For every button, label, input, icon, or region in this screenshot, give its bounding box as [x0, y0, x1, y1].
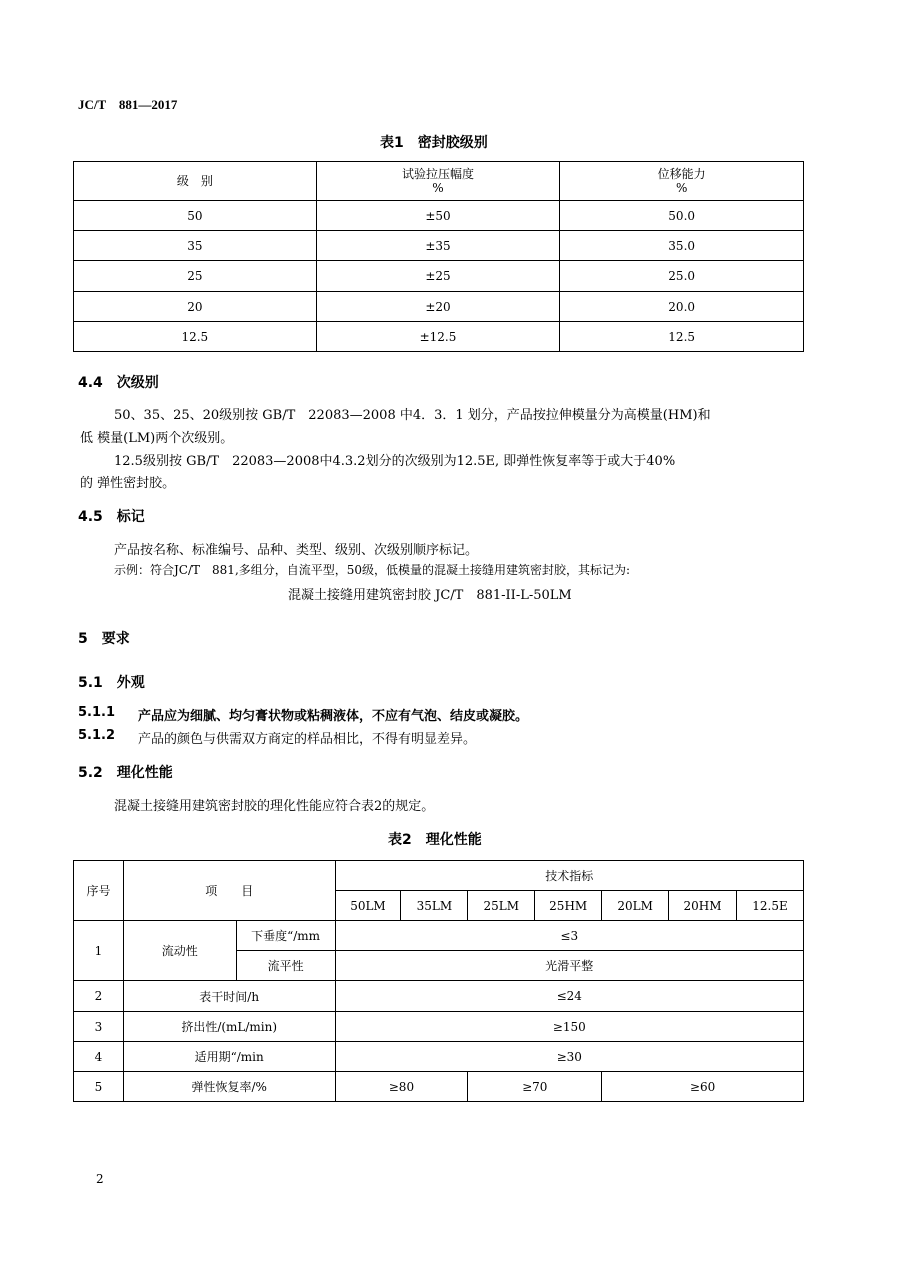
- table1-cell: ±35: [316, 231, 560, 261]
- table2-item: 适用期“/min: [123, 1042, 335, 1072]
- table1-cell: 20: [74, 292, 317, 322]
- table2-seq: 5: [74, 1072, 124, 1102]
- table2-header-tech: 技术指标: [335, 861, 804, 891]
- table1-cell: ±50: [316, 201, 560, 231]
- table2-value: ≥150: [335, 1012, 804, 1042]
- table2-value: 光滑平整: [335, 951, 804, 981]
- table-row: [74, 261, 804, 292]
- section-5-1-heading: 5.1 外观: [78, 675, 145, 691]
- table1-header-amplitude: 试验拉压幅度 %: [316, 162, 560, 201]
- table2-grade: 25HM: [535, 891, 602, 921]
- table-row: [74, 322, 804, 352]
- section-4-5-example: 混凝土接缝用建筑密封胶 JC/T 881-II-L-50LM: [288, 588, 572, 603]
- section-5-1-2-number: 5.1.2: [78, 728, 116, 743]
- table2-grade: 12.5E: [736, 891, 803, 921]
- table2-item: 流动性: [123, 921, 236, 981]
- table-row: [74, 981, 804, 1012]
- table2-grade: 35LM: [401, 891, 468, 921]
- section-5-heading: 5 要求: [78, 631, 130, 647]
- table1-header-row: [74, 162, 804, 201]
- table2-item: 挤出性/(mL/min): [123, 1012, 335, 1042]
- section-4-4-para1-line2: 低 模量(LM)两个次级别。: [80, 431, 234, 446]
- table2-value: ≤24: [335, 981, 804, 1012]
- table-row: [74, 1012, 804, 1042]
- table-row: [74, 201, 804, 231]
- table-row: [74, 921, 804, 951]
- table-row: [74, 1072, 804, 1102]
- table-row: [74, 231, 804, 261]
- table1-cell: ±25: [316, 261, 560, 292]
- table2-item: 表干时间/h: [123, 981, 335, 1012]
- table2-seq: 1: [74, 921, 124, 981]
- table2-grade: 50LM: [335, 891, 401, 921]
- section-5-2-heading: 5.2 理化性能: [78, 765, 173, 781]
- table1-cell: 20.0: [560, 292, 804, 322]
- section-5-1-1-number: 5.1.1: [78, 705, 116, 720]
- table2-value: ≤3: [335, 921, 804, 951]
- table-row: [74, 292, 804, 322]
- table2-value: ≥30: [335, 1042, 804, 1072]
- table1-cell: 25: [74, 261, 317, 292]
- table2-caption: 表2 理化性能: [388, 832, 482, 848]
- section-4-4-para2-line2: 的 弹性密封胶。: [80, 476, 176, 491]
- table2-value: ≥70: [468, 1072, 602, 1102]
- table2-seq: 3: [74, 1012, 124, 1042]
- table2-item: 弹性恢复率/%: [123, 1072, 335, 1102]
- table2-grade: 25LM: [468, 891, 535, 921]
- table2-header-item: 项 目: [123, 861, 335, 921]
- table2-header-row: [74, 861, 804, 891]
- table1-cell: 25.0: [560, 261, 804, 292]
- section-5-1-1-text: 产品应为细腻、均匀膏状物或粘稠液体，不应有气泡、结皮或凝胶。: [138, 709, 529, 724]
- table2-seq: 2: [74, 981, 124, 1012]
- section-4-4-para1-line1: 50、35、25、20级别按 GB/T 22083—2008 中4．3．1 划分，产品按拉伸模量分为高模量(HM)和: [114, 408, 711, 423]
- table1-cell: 35: [74, 231, 317, 261]
- table1-header-displacement: 位移能力 %: [560, 162, 804, 201]
- table1-cell: 50.0: [560, 201, 804, 231]
- table1-cell: 35.0: [560, 231, 804, 261]
- table1: [73, 161, 804, 352]
- table1-header-grade: 级 别: [74, 162, 317, 201]
- section-4-5-para2: 示例：符合JC/T 881,多组分，自流平型，50级，低模量的混凝土接缝用建筑密封胶，其标记为:: [114, 563, 631, 577]
- table2-grade: 20LM: [602, 891, 669, 921]
- section-4-4-heading: 4.4 次级别: [78, 375, 159, 391]
- section-5-2-para: 混凝土接缝用建筑密封胶的理化性能应符合表2的规定。: [114, 799, 435, 814]
- table1-cell: 12.5: [560, 322, 804, 352]
- table2-value: ≥80: [335, 1072, 468, 1102]
- table2-seq: 4: [74, 1042, 124, 1072]
- table1-caption: 表1 密封胶级别: [380, 135, 488, 151]
- section-5-1-2-text: 产品的颜色与供需双方商定的样品相比，不得有明显差异。: [138, 732, 477, 747]
- table2-grade: 20HM: [669, 891, 737, 921]
- table1-cell: 12.5: [74, 322, 317, 352]
- page-number: 2: [96, 1172, 104, 1186]
- table1-cell: ±12.5: [316, 322, 560, 352]
- table2-value: ≥60: [602, 1072, 804, 1102]
- section-4-4-para2-line1: 12.5级别按 GB/T 22083—2008中4.3.2划分的次级别为12.5E, 即弹性恢复率等于或大于40%: [114, 454, 676, 469]
- table1-cell: ±20: [316, 292, 560, 322]
- table1-cell: 50: [74, 201, 317, 231]
- table-row: [74, 1042, 804, 1072]
- section-4-5-heading: 4.5 标记: [78, 509, 145, 525]
- table2-header-seq: 序号: [74, 861, 124, 921]
- table2: [73, 860, 804, 1102]
- section-4-5-para1: 产品按名称、标准编号、品种、类型、级别、次级别顺序标记。: [114, 543, 479, 558]
- table2-subitem: 下垂度“/mm: [236, 921, 335, 951]
- table2-subitem: 流平性: [236, 951, 335, 981]
- standard-code: JC/T 881—2017: [78, 97, 178, 112]
